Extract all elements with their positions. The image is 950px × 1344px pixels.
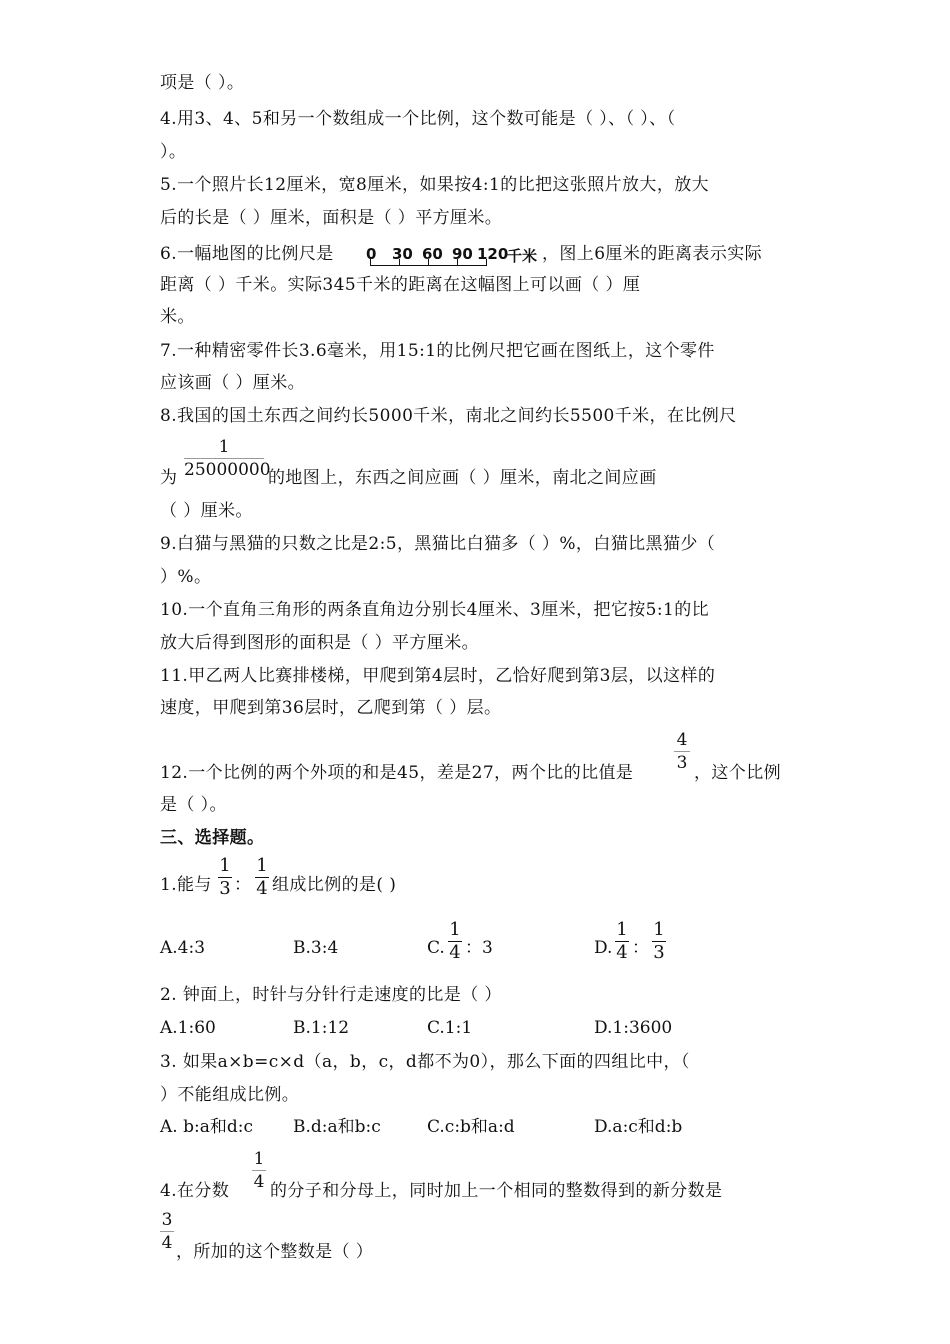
question-11-line1: 11.甲乙两人比赛排楼梯，甲爬到第4层时，乙恰好爬到第3层，以这样的 <box>160 666 716 686</box>
question-8-line3: （ ）厘米。 <box>160 501 253 521</box>
choice-1-option-b: B.3:4 <box>293 938 339 958</box>
scale-tick <box>457 259 458 266</box>
fraction-denominator: 4 <box>449 942 461 963</box>
choice-1-option-c-pre: C. <box>427 938 445 958</box>
question-5-line1: 5.一个照片长12厘米，宽8厘米，如果按4:1的比把这张照片放大，放大 <box>160 175 710 195</box>
question-7-line2: 应该画（ ）厘米。 <box>160 373 306 393</box>
fraction-denominator: 3 <box>653 942 665 963</box>
fraction-4-3 <box>674 731 690 772</box>
question-8-line2-pre: 为 <box>160 468 178 488</box>
scale-tick <box>370 259 371 266</box>
choice-4-line2: ，所加的这个整数是（ ） <box>176 1242 374 1262</box>
fraction-denominator: 4 <box>256 878 268 899</box>
choice-1-pre: 1.能与 <box>160 875 212 895</box>
question-12-line1-post: ，这个比例 <box>694 763 781 783</box>
choice-1-post: 组成比例的是( ) <box>272 875 397 895</box>
choice-3-option-c: C.c:b和a:d <box>427 1117 515 1137</box>
question-8-line1: 8.我国的国土东西之间约长5000千米，南北之间约长5500千米，在比例尺 <box>160 406 737 426</box>
choice-1-option-d-pre: D. <box>594 938 613 958</box>
scale-label-90: 90 <box>452 245 473 263</box>
scale-label-60: 60 <box>422 245 443 263</box>
question-8-line2-post: 的地图上，东西之间应画（ ）厘米，南北之间应画 <box>268 468 657 488</box>
choice-1-option-d-colon: ： <box>632 938 649 958</box>
fraction-1-25000000 <box>184 437 271 480</box>
choice-3-option-d: D.a:c和d:b <box>594 1117 683 1137</box>
choice-3-option-a: A. b:a和d:c <box>160 1117 253 1137</box>
fraction-numerator: 4 <box>676 730 688 750</box>
fraction-numerator: 1 <box>218 437 230 457</box>
fraction-1-4 <box>448 921 462 962</box>
question-9-line2: ）%。 <box>160 567 212 587</box>
fraction-3-4 <box>160 1211 174 1252</box>
fraction-bar <box>674 751 690 752</box>
question-11-line2: 速度，甲爬到第36层时，乙爬到第（ ）层。 <box>160 698 502 718</box>
choice-2-option-d: D.1:3600 <box>594 1018 673 1038</box>
scale-tick <box>486 259 487 266</box>
choice-2-line: 2. 钟面上，时针与分针行走速度的比是（ ） <box>160 985 502 1005</box>
fraction-denominator: 3 <box>219 878 231 899</box>
fraction-1-3 <box>652 921 666 962</box>
fraction-numerator: 3 <box>161 1210 173 1230</box>
text-line: 项是（ ）。 <box>160 73 245 93</box>
question-4-line2: ）。 <box>160 142 187 162</box>
question-5-line2: 后的长是（ ）厘米，面积是（ ）平方厘米。 <box>160 208 503 228</box>
fraction-bar <box>184 458 264 459</box>
fraction-numerator: 1 <box>616 919 628 940</box>
question-6-line1-post: ，图上6厘米的距离表示实际 <box>542 244 763 264</box>
fraction-numerator: 1 <box>653 919 665 940</box>
question-12-line1-pre: 12.一个比例的两个外项的和是45，差是27，两个比的比值是 <box>160 763 634 783</box>
choice-4-line1-pre: 4.在分数 <box>160 1181 230 1201</box>
fraction-numerator: 1 <box>253 1149 265 1169</box>
question-6-line1-pre: 6.一幅地图的比例尺是 <box>160 244 334 264</box>
fraction-1-3 <box>218 857 232 898</box>
question-10-line2: 放大后得到图形的面积是（ ）平方厘米。 <box>160 633 480 653</box>
choice-1-option-a: A.4:3 <box>160 938 206 958</box>
choice-1-colon: ： <box>234 875 252 895</box>
scale-bar <box>360 245 540 273</box>
question-9-line1: 9.白猫与黑猫的只数之比是2:5，黑猫比白猫多（ ）%，白猫比黑猫少（ <box>160 534 716 554</box>
fraction-1-4 <box>615 921 629 962</box>
fraction-bar <box>160 1231 174 1232</box>
fraction-denominator: 4 <box>253 1172 265 1192</box>
question-4-line1: 4.用3、4、5和另一个数组成一个比例，这个数可能是（ ）、（ ）、（ <box>160 109 676 129</box>
fraction-denominator: 25000000 <box>184 460 271 480</box>
fraction-denominator: 4 <box>161 1233 173 1253</box>
scale-unit: 千米 <box>507 247 538 265</box>
fraction-numerator: 1 <box>256 855 268 876</box>
choice-3-line1: 3. 如果a×b=c×d（a，b，c，d都不为0），那么下面的四组比中，（ <box>160 1052 690 1072</box>
question-7-line1: 7.一种精密零件长3.6毫米，用15:1的比例尺把它画在图纸上，这个零件 <box>160 341 715 361</box>
fraction-numerator: 1 <box>219 855 231 876</box>
section-title: 三、选择题。 <box>160 828 265 848</box>
choice-3-line2: ）不能组成比例。 <box>160 1085 300 1105</box>
choice-2-option-c: C.1:1 <box>427 1018 473 1038</box>
choice-3-option-b: B.d:a和b:c <box>293 1117 381 1137</box>
scale-tick <box>428 259 429 266</box>
scale-label-30: 30 <box>392 245 413 263</box>
fraction-1-4 <box>252 1150 266 1191</box>
fraction-1-4 <box>255 857 269 898</box>
scale-label-120: 120 <box>477 245 509 263</box>
question-12-line2: 是（ ）。 <box>160 795 227 815</box>
scale-label-0: 0 <box>366 245 377 263</box>
scale-tick <box>399 259 400 266</box>
question-6-line3: 米。 <box>160 307 195 327</box>
question-6-line2: 距离（ ）千米。实际345千米的距离在这幅图上可以画（ ）厘 <box>160 275 641 295</box>
fraction-denominator: 3 <box>676 753 688 773</box>
question-10-line1: 10.一个直角三角形的两条直角边分别长4厘米、3厘米，把它按5:1的比 <box>160 600 710 620</box>
choice-2-option-b: B.1:12 <box>293 1018 350 1038</box>
fraction-denominator: 4 <box>616 942 628 963</box>
fraction-numerator: 1 <box>449 919 461 940</box>
choice-4-line1-post: 的分子和分母上，同时加上一个相同的整数得到的新分数是 <box>270 1181 723 1201</box>
choice-2-option-a: A.1:60 <box>160 1018 216 1038</box>
fraction-bar <box>252 1170 266 1171</box>
choice-1-option-c-post: ：3 <box>465 938 493 958</box>
